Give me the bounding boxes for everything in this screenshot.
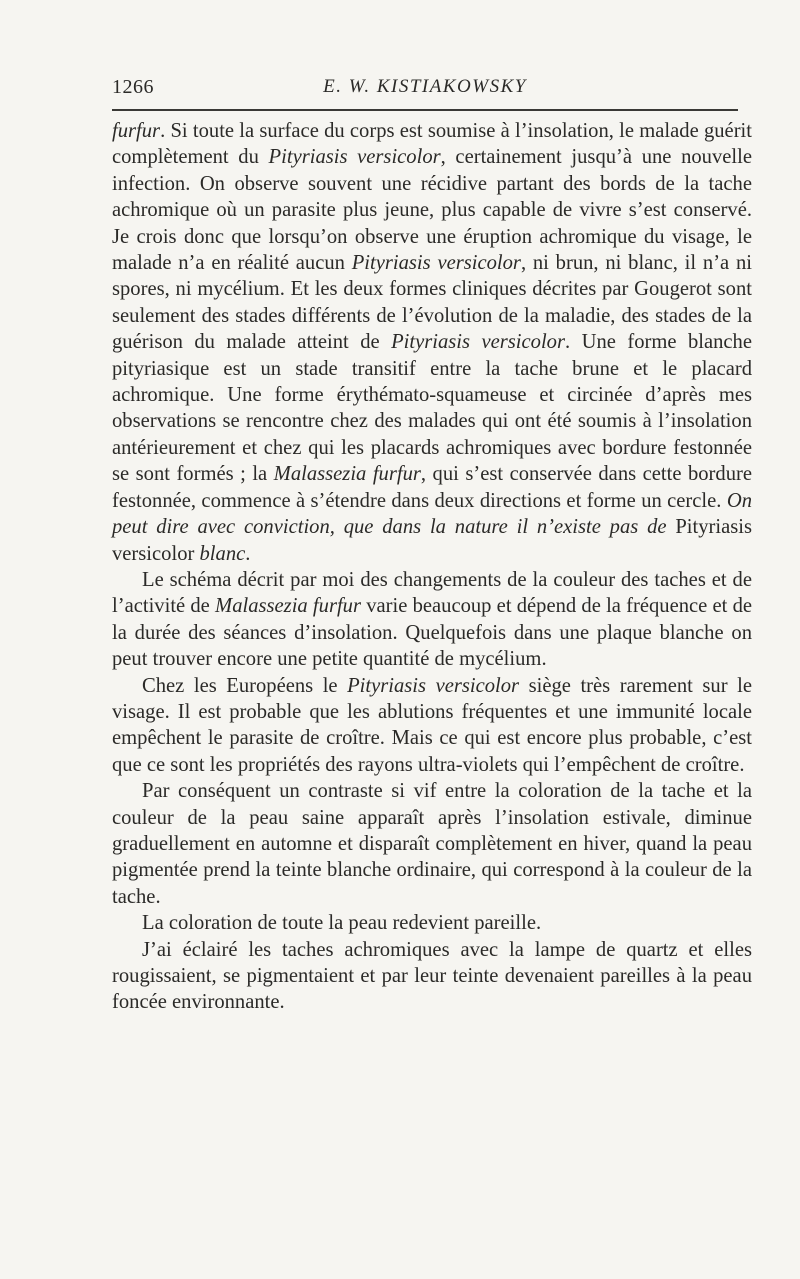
page-number: 1266 bbox=[112, 76, 154, 98]
text-segment: . Si toute la surface du corps est soumise à l’insolation, le malade guérit complètement du bbox=[112, 120, 752, 169]
paragraph-4 bbox=[112, 778, 752, 910]
text-segment: , qui s’est conservée dans cette bordure festonnée, commence à s’étendre dans deux directions et forme un cercle. bbox=[112, 463, 752, 512]
text-segment: siège très rarement sur le visage. Il est probable que les ablutions fréquentes et une immunité locale empêchent le parasite de croître. Mais ce qui est encore plus probable, c’est que ce sont les propriétés des rayons ultra-violets qui l’empêchent de croître. bbox=[112, 674, 752, 776]
text-segment: . Une forme blanche pityriasique est un stade transitif entre la tache brune et le placard achromique. Une forme érythémato-squameuse et circinée d’après mes observations se rencontre chez des malades qui ont été soumis à l’insolation antérieurement et chez qui les placards achromiques avec bordure festonnée se sont formés ; la bbox=[112, 331, 752, 486]
text-segment: blanc bbox=[199, 542, 246, 565]
text-segment: Pityriasis versicolor bbox=[112, 516, 752, 565]
running-head: E. W. KISTIAKOWSKY bbox=[323, 76, 527, 97]
text-segment: Pityriasis versicolor bbox=[391, 331, 565, 354]
text-segment: . bbox=[245, 542, 251, 565]
text-segment: Pityriasis versicolor bbox=[351, 252, 521, 275]
text-segment: , ni brun, ni blanc, il n’a ni spores, ni mycélium. Et les deux formes cliniques décrites par Gougerot sont seulement des stades différents de l’évolution de la maladie, des stades de la guérison du malade atteint de bbox=[112, 252, 752, 354]
paragraph-1 bbox=[112, 118, 752, 567]
paragraph-5 bbox=[112, 910, 752, 936]
text-segment: Par conséquent un contraste si vif entre la coloration de la tache et la couleur de la peau saine apparaît après l’insolation estivale, diminue graduellement en automne et disparaît complètement en hiver, quand la peau pigmentée prend la teinte blanche ordinaire, qui correspond à la couleur de la tache. bbox=[112, 780, 752, 908]
text-segment: , certainement jusqu’à une nouvelle infection. On observe souvent une récidive partant des bords de la tache achromique où un parasite plus jeune, plus capable de vivre s’est conservé. Je crois donc que lorsqu’on observe une éruption achromique du visage, le malade n’a en réalité aucun bbox=[112, 146, 752, 275]
page-header bbox=[112, 76, 738, 100]
paragraph-6 bbox=[112, 937, 752, 1016]
text-segment: Pityriasis versicolor bbox=[268, 146, 441, 169]
header-rule bbox=[112, 109, 738, 111]
text-segment: Le schéma décrit par moi des changements de la couleur des taches et de l’activité de bbox=[112, 568, 752, 618]
paragraph-3 bbox=[112, 673, 752, 779]
text-segment: Malassezia furfur bbox=[273, 463, 421, 486]
body-text bbox=[112, 118, 752, 1016]
text-segment: furfur bbox=[112, 120, 161, 142]
text-segment: varie beaucoup et dépend de la fréquence et de la durée des séances d’insolation. Quelquefois dans une plaque blanche on peut trouver encore une petite quantité de mycélium. bbox=[112, 595, 753, 671]
text-segment: Chez les Européens le bbox=[142, 674, 348, 697]
paragraph-2 bbox=[112, 567, 752, 673]
text-segment: J’ai éclairé les taches achromiques avec la lampe de quartz et elles rougissaient, se pigmentaient et par leur teinte devenaient pareilles à la peau foncée environnante. bbox=[112, 938, 752, 1014]
text-segment: Pityriasis versicolor bbox=[347, 674, 520, 697]
text-segment: La coloration de toute la peau redevient pareille. bbox=[142, 912, 542, 935]
text-segment: On peut dire avec conviction, que dans la nature il n’existe pas de bbox=[112, 489, 752, 539]
text-segment: Malassezia furfur bbox=[215, 595, 361, 618]
